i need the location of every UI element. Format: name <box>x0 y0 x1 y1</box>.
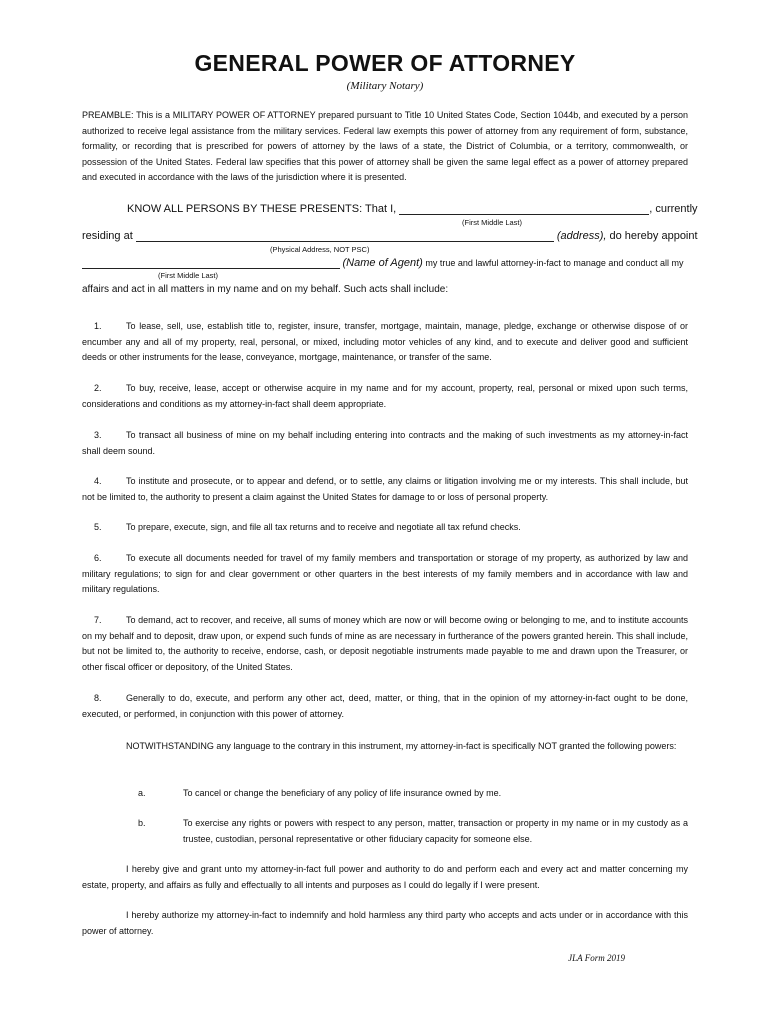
agent-name-field[interactable] <box>82 256 340 269</box>
grant-paragraph: I hereby give and grant unto my attorney-in-fact full power and authority to do and perform each and every act and matter concerning my estate, property, and affairs as fully and effectually to all intents and purposes as I could do legally if I were present. <box>82 864 688 890</box>
item-text: To prepare, execute, sign, and file all tax returns and to receive and negotiate all tax refund checks. <box>126 522 521 532</box>
agent-name-hint: (First Middle Last) <box>158 271 219 280</box>
item-text: To execute all documents needed for travel of my family members and transportation or storage of my property, as authorized by law and military regulations; to sign for and clear government or other quarters in the best interests of my family members and in accordance with law and military regulations. <box>82 553 688 595</box>
list-item <box>82 551 688 598</box>
item-number: 5. <box>94 522 102 532</box>
grantor-line-tail: , currently <box>649 203 698 215</box>
exclusion-text: To cancel or change the beneficiary of any policy of life insurance owned by me. <box>183 788 502 798</box>
residence-line <box>82 229 698 242</box>
residence-line-tail: do hereby appoint <box>609 230 698 242</box>
item-text: To buy, receive, lease, accept or otherwise acquire in my name and for my account, property, real, personal or mixed upon such terms, considerations and conditions as my attorney-in-fact shall deem appropriate. <box>82 383 688 409</box>
list-item <box>82 613 688 675</box>
exclusion-letter: b. <box>138 818 146 828</box>
item-text: To transact all business of mine on my behalf including entering into contracts and the making of such investments as my attorney-in-fact shall deem sound. <box>82 430 688 456</box>
agent-line <box>82 256 683 269</box>
list-item <box>82 319 688 366</box>
indemnify-paragraph: I hereby authorize my attorney-in-fact to indemnify and hold harmless any third party who accepts and acts under or in accordance with this power of attorney. <box>82 910 688 936</box>
item-number: 7. <box>94 615 102 625</box>
list-item <box>82 428 688 459</box>
agent-line-tail: my true and lawful attorney-in-fact to manage and conduct all my <box>425 258 684 268</box>
grantor-line <box>127 202 698 215</box>
list-item <box>82 381 688 412</box>
grantor-name-hint: (First Middle Last) <box>462 218 523 227</box>
preamble-paragraph: PREAMBLE: This is a MILITARY POWER OF ATTORNEY prepared pursuant to Title 10 United States Code, Section 1044b, and executed by a person authorized to receive legal assistance from the military services. Federal law exempts this power of attorney from any requirement of form, substance, formality, or recording that is prescribed for powers of attorney by the laws of a state, the District of Columbia, or a territory, commonwealth, or possession of the United States. Federal law specifies that this power of attorney shall be given the same legal effect as a power of attorney prepared and executed in accordance with the laws of the jurisdiction where it is presented. <box>82 110 688 183</box>
item-number: 4. <box>94 476 102 486</box>
residence-address-field[interactable] <box>136 229 554 242</box>
grantor-line-lead: KNOW ALL PERSONS BY THESE PRESENTS: That I, <box>127 203 397 215</box>
exclusion-text: To exercise any rights or powers with respect to any person, matter, transaction or property in my name or in my custody as a trustee, custodian, personal representative or other fiduciary capacity for someone else. <box>183 818 688 844</box>
list-item <box>82 520 688 536</box>
agent-label: (Name of Agent) <box>342 257 423 269</box>
residence-line-lead: residing at <box>82 230 133 242</box>
item-text: To institute and prosecute, or to appear and defend, or to settle, any claims or litigation involving me or my interests. This shall include, but not be limited to, the authority to present a claim against the United States for damage to or loss of personal property. <box>82 476 688 502</box>
grantor-name-field[interactable] <box>399 202 649 215</box>
list-item <box>82 474 688 505</box>
document-subtitle: (Military Notary) <box>346 80 424 92</box>
address-hint: (Physical Address, NOT PSC) <box>270 245 370 254</box>
item-number: 1. <box>94 321 102 331</box>
item-number: 3. <box>94 430 102 440</box>
form-footer: JLA Form 2019 <box>568 953 625 963</box>
item-text: To demand, act to recover, and receive, all sums of money which are now or will become owing or belonging to me, and to institute accounts on my behalf and to deposit, draw upon, or expend such funds of mine as are necessary in furtherance of the powers granted herein. This shall include, but not be limited to, the authority to receive, endorse, cash, or deposit negotiable instruments made payable to me and drawn upon the Treasurer, or other fiscal officer or depository, of the United States. <box>82 615 688 672</box>
item-number: 6. <box>94 553 102 563</box>
item-text: Generally to do, execute, and perform any other act, deed, matter, or thing, that in the opinion of my attorney-in-fact ought to be done, executed, or performed, in conjunction with this power of attorney. <box>82 693 688 719</box>
exclusion-letter: a. <box>138 788 146 798</box>
item-text: To lease, sell, use, establish title to, register, insure, transfer, mortgage, maintain, manage, pledge, exchange or otherwise dispose of or encumber any and all of my property, real, personal, or mixed, including motor vehicles of any kind, and to execute and deliver good and sufficient deeds or other instruments for the lease, conveyance, mortgage, maintenance, or transfer of the same. <box>82 321 688 363</box>
affairs-text: affairs and act in all matters in my name and on my behalf. Such acts shall include: <box>82 284 449 295</box>
item-number: 8. <box>94 693 102 703</box>
notwithstanding-paragraph: NOTWITHSTANDING any language to the contrary in this instrument, my attorney-in-fact is specifically NOT granted the following powers: <box>126 741 677 751</box>
address-label: (address), <box>556 230 607 242</box>
list-item <box>82 691 688 722</box>
document-title: GENERAL POWER OF ATTORNEY <box>194 50 576 76</box>
item-number: 2. <box>94 383 102 393</box>
